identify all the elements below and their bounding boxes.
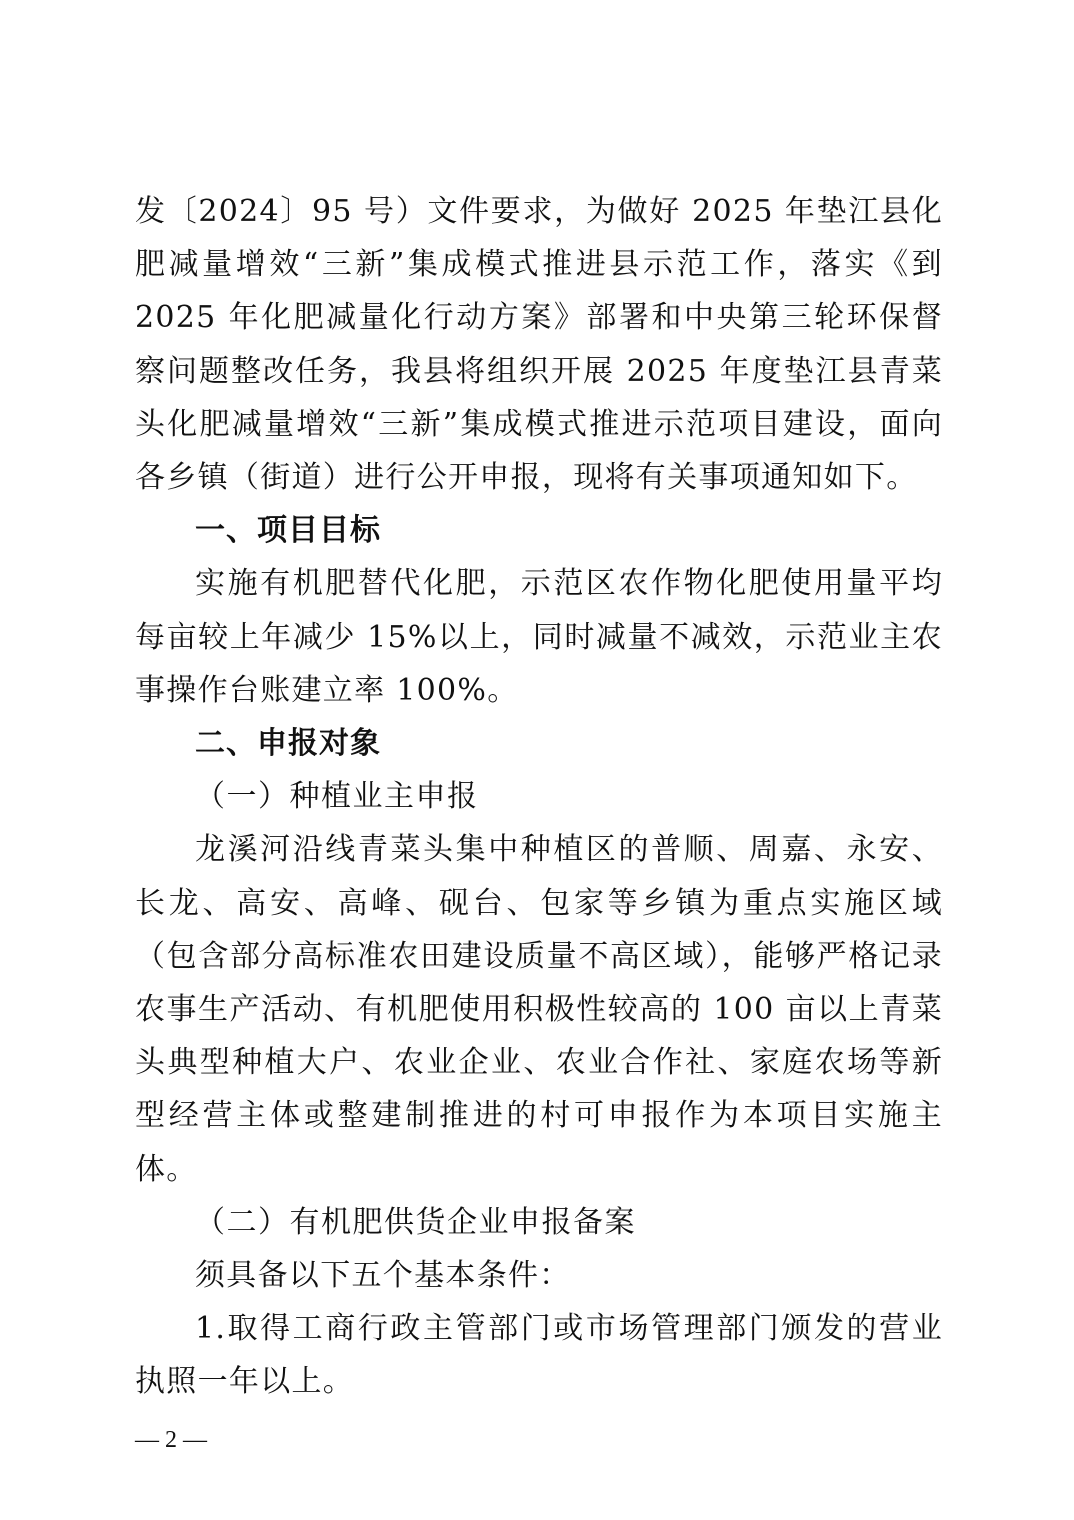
page-number: — 2 — bbox=[135, 1427, 207, 1453]
paragraph-growers: 龙溪河沿线青菜头集中种植区的普顺、周嘉、永安、长龙、高安、高峰、砚台、包家等乡镇为重点实施区域（包含部分高标准农田建设质量不高区域），能够严格记录农事生产活动、有机肥使用积极性较高的 100 亩以上青菜头典型种植大户、农业企业、农业合作社、家庭农场等新型经营主体或整建制推进的村可申报作为本项目实施主体。 bbox=[135, 832, 943, 1187]
section-heading-project-goals: 一、项目目标 bbox=[195, 513, 381, 549]
document-body bbox=[135, 185, 943, 1409]
subsection-heading-growers: （一）种植业主申报 bbox=[195, 779, 479, 815]
paragraph-supplier-conditions-intro: 须具备以下五个基本条件： bbox=[195, 1258, 571, 1294]
paragraph-intro-continued: 发〔2024〕95 号）文件要求，为做好 2025 年垫江县化肥减量增效“三新”集成模式推进县示范工作，落实《到 2025 年化肥减量化行动方案》部署和中央第三轮环保督察问题整改任务，我县将组织开展 2025 年度垫江县青菜头化肥减量增效“三新”集成模式推进示范项目建设，面向各乡镇（街道）进行公开申报，现将有关事项通知如下。 bbox=[135, 194, 943, 496]
subsection-heading-suppliers: （二）有机肥供货企业申报备案 bbox=[195, 1204, 636, 1240]
paragraph-condition-1: 1.取得工商行政主管部门或市场管理部门颁发的营业执照一年以上。 bbox=[135, 1311, 943, 1400]
paragraph-project-goals: 实施有机肥替代化肥，示范区农作物化肥使用量平均每亩较上年减少 15%以上，同时减量不减效，示范业主农事操作台账建立率 100%。 bbox=[135, 566, 943, 708]
section-heading-applicants: 二、申报对象 bbox=[195, 726, 381, 762]
